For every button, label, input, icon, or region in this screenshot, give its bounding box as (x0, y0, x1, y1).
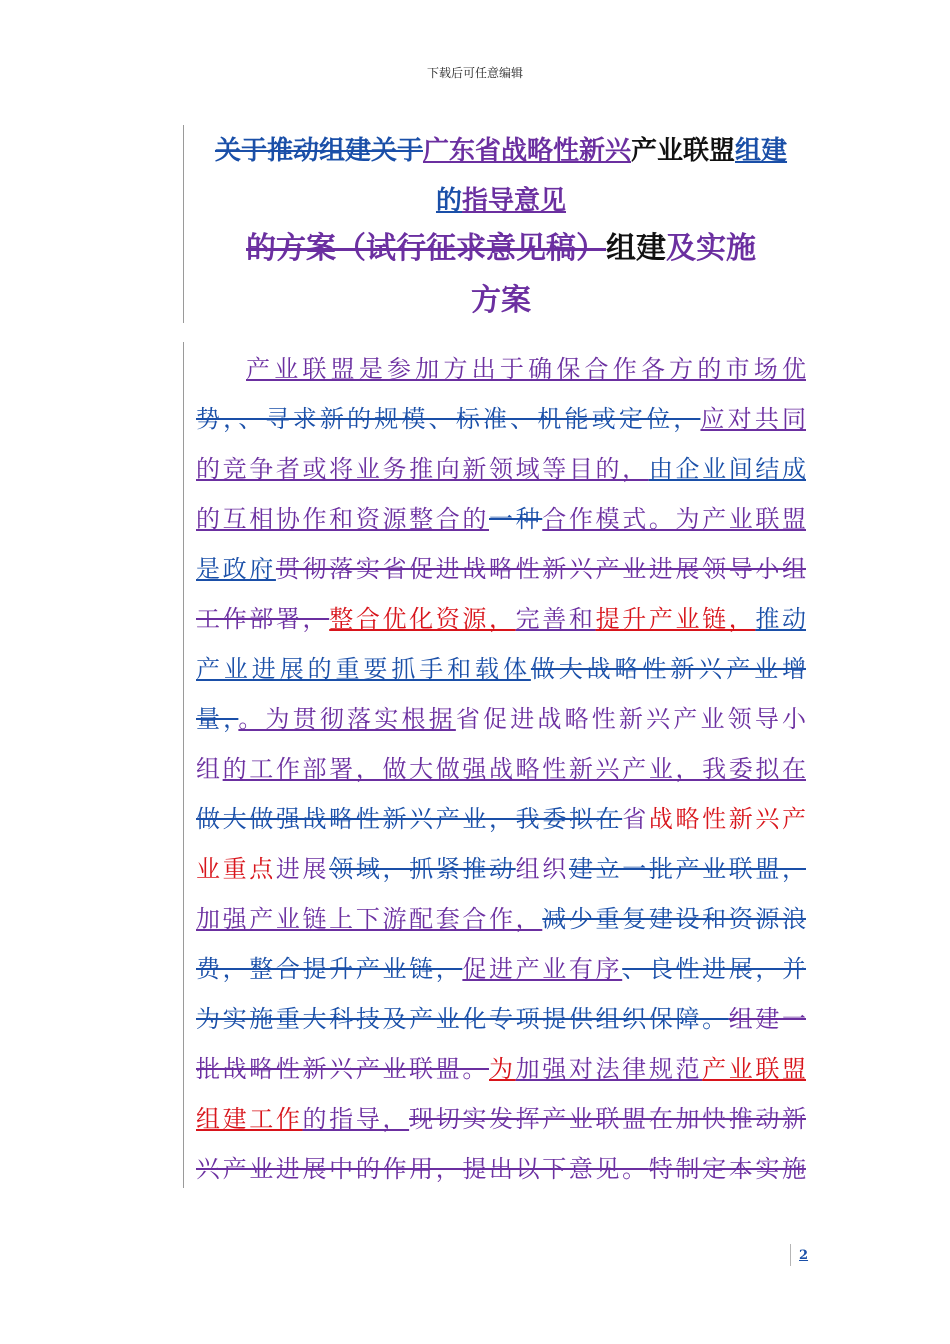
text-run: 应对共同 (700, 405, 806, 433)
text-run: 产业联盟 (631, 136, 736, 166)
text-run: 现切实发挥产业联盟在加快推动新 (409, 1105, 806, 1133)
text-run: 关于推动组建关于 (214, 136, 423, 166)
text-run: 组 (196, 755, 223, 783)
header-note: 下载后可任意编辑 (426, 66, 523, 80)
text-run: 推动 (755, 605, 806, 633)
text-run: 建立一批产业联盟， (568, 855, 806, 883)
text-run: 势，、寻求新的规模、标准、机能或定位， (196, 405, 701, 433)
text-run: 整合优化资源， (329, 605, 516, 633)
body-line (196, 894, 806, 944)
text-run: 。为贯彻落实根据 (238, 705, 456, 733)
text-run: 为 (489, 1055, 516, 1083)
text-run: 领域，抓紧推动 (329, 855, 516, 883)
text-run: 的互相协作和资源整合的 (196, 505, 489, 533)
text-run: 加强产业链上下游配套合作， (196, 905, 543, 933)
body-line (196, 694, 806, 744)
body-line (196, 544, 806, 594)
body-line (196, 494, 806, 544)
text-run: 及实施 (666, 231, 756, 266)
body-line (196, 944, 806, 994)
text-run: 组建 (606, 231, 666, 266)
text-run: 的方案（试行征求意见稿） (246, 231, 606, 266)
body-line (196, 594, 806, 644)
body-line (196, 1044, 806, 1094)
text-run: 方案 (471, 283, 531, 318)
body-line (196, 394, 806, 444)
text-run: 产业进展的重要抓手和载体 (196, 655, 531, 683)
text-run: 战略性新兴产 (648, 805, 806, 833)
text-run: 一种 (489, 505, 543, 533)
body-line (196, 644, 806, 694)
text-run: 贯彻落实省促进战略性新兴产业进展领导小组 (275, 555, 806, 583)
text-run: 做大做强战略性新兴产业，我委拟在 (196, 805, 623, 833)
body-line (196, 344, 806, 394)
revision-change-bar (183, 342, 184, 1188)
text-run: 完善和 (515, 605, 596, 633)
text-run: 业重点 (196, 855, 276, 883)
page-number: 2 (799, 1248, 809, 1263)
text-run: 为实施重大科技及产业化专项提供组织保障。 (196, 1005, 729, 1033)
body-line (196, 444, 806, 494)
body-line (196, 1094, 806, 1144)
text-run: 、良性进展，并 (622, 955, 806, 983)
text-run: 工作部署， (196, 605, 330, 633)
text-run: 量， (196, 705, 239, 733)
text-run: 组织 (515, 855, 569, 883)
body-line (196, 1144, 806, 1194)
body-line (196, 844, 806, 894)
revision-change-bar (183, 125, 184, 323)
text-run: 合作模式。为产业联盟 (542, 505, 806, 533)
text-run: 做大战略性新兴产业增 (530, 655, 806, 683)
body-line (196, 744, 806, 794)
text-run: 组建 (735, 136, 788, 166)
text-run: 特制定本实施 (648, 1155, 806, 1183)
text-run: 产业联盟 (702, 1055, 806, 1083)
text-run: 的工作部署，做大做强战略性新兴产业，我委拟在 (222, 755, 806, 783)
text-run: 产业联盟是参加方出于确保合作各方的市场优 (246, 355, 806, 383)
title-line (196, 132, 806, 170)
title-line (196, 182, 806, 220)
document-title (196, 132, 806, 324)
text-run: 由企业间结成 (648, 455, 806, 483)
body-line (196, 794, 806, 844)
title-line (196, 226, 806, 272)
text-run: 费，整合提升产业链， (196, 955, 463, 983)
text-run: 省 (622, 805, 649, 833)
page-footer (790, 1244, 808, 1266)
text-run: 的竞争者或将业务推向新领域等目的， (196, 455, 649, 483)
text-run: 广东省战略性新兴 (422, 136, 631, 166)
text-run: 减少重复建设和资源浪 (542, 905, 806, 933)
text-run: 组建一 (728, 1005, 806, 1033)
text-run: 的 (435, 186, 462, 216)
text-run: 兴产业进展中的作用，提出以下意见。 (196, 1155, 649, 1183)
text-run: 批战略性新兴产业联盟。 (196, 1055, 489, 1083)
text-run: 加强对法律规范 (515, 1055, 703, 1083)
text-run: 省促进战略性新兴产业领导小 (455, 705, 806, 733)
text-run: 进展 (275, 855, 330, 883)
text-run: 是政府 (196, 555, 276, 583)
text-run: 组建工作 (196, 1105, 303, 1133)
body-line (196, 994, 806, 1044)
title-line (196, 278, 806, 324)
text-run: 促进产业有序 (462, 955, 623, 983)
text-run: 提升产业链， (595, 605, 756, 633)
text-run: 的指导， (302, 1105, 410, 1133)
text-run: 指导意见 (462, 186, 567, 216)
body-paragraph (196, 344, 806, 1194)
